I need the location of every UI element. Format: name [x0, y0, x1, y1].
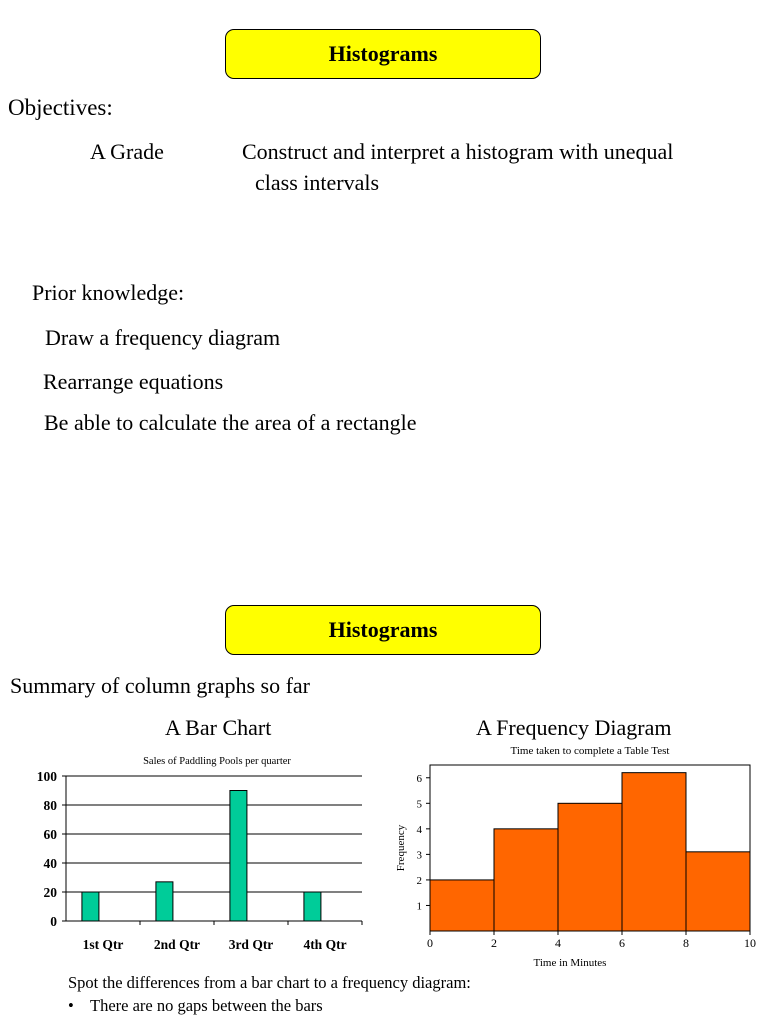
- frequency-diagram: [380, 738, 768, 970]
- bar: [304, 892, 321, 921]
- bullet-icon: •: [68, 996, 74, 1015]
- y-tick-label: 40: [43, 856, 57, 871]
- x-tick-label: 2nd Qtr: [153, 937, 201, 952]
- slide1-title: Histograms: [225, 29, 541, 79]
- bar: [230, 791, 247, 922]
- x-tick-label: 1st Qtr: [82, 937, 124, 952]
- bullet-item: [68, 996, 323, 1016]
- x-tick-label: 4th Qtr: [303, 937, 347, 952]
- objectives-label: Objectives:: [8, 95, 113, 120]
- frequency-diagram-heading: A Frequency Diagram: [476, 715, 672, 740]
- histogram-bar: [430, 880, 494, 931]
- objective-line-1: Construct and interpret a histogram with unequal: [242, 139, 674, 164]
- histogram-bar: [494, 829, 558, 931]
- y-tick-label: 6: [416, 772, 422, 785]
- prior-item: Rearrange equations: [43, 369, 224, 394]
- bar: [156, 882, 173, 921]
- y-tick-label: 5: [416, 798, 422, 811]
- y-tick-label: 3: [416, 849, 422, 862]
- x-tick-label: 0: [427, 936, 433, 950]
- histogram-bar: [558, 803, 622, 931]
- objective-line-2: class intervals: [255, 170, 380, 195]
- summary-text: Summary of column graphs so far: [10, 673, 310, 698]
- y-tick-label: 0: [50, 914, 57, 929]
- spot-differences-text: Spot the differences from a bar chart to a frequency diagram:: [68, 973, 471, 992]
- slide2-title: Histograms: [225, 605, 541, 655]
- y-tick-label: 4: [416, 823, 422, 836]
- x-tick-label: 2: [491, 936, 497, 950]
- x-axis-label: Time in Minutes: [533, 957, 607, 969]
- histogram-bar: [622, 773, 686, 931]
- frequency-diagram-title: Time taken to complete a Table Test: [510, 745, 670, 757]
- prior-item: Draw a frequency diagram: [45, 325, 281, 350]
- bar-chart-heading: A Bar Chart: [165, 715, 272, 740]
- histogram-bar: [686, 852, 750, 931]
- y-tick-label: 100: [36, 769, 57, 784]
- bar: [82, 892, 99, 921]
- x-tick-label: 4: [555, 936, 561, 950]
- y-axis-label: Frequency: [395, 824, 407, 872]
- bar-chart-title: Sales of Paddling Pools per quarter: [143, 756, 291, 767]
- x-tick-label: 3rd Qtr: [228, 937, 274, 952]
- prior-knowledge-label: Prior knowledge:: [32, 280, 185, 305]
- grade-label: A Grade: [90, 139, 164, 164]
- prior-item: Be able to calculate the area of a rectangle: [44, 410, 417, 435]
- y-tick-label: 20: [43, 885, 57, 900]
- x-tick-label: 10: [744, 936, 756, 950]
- y-tick-label: 1: [416, 900, 422, 913]
- x-tick-label: 6: [619, 936, 625, 950]
- bullet-text: There are no gaps between the bars: [90, 996, 323, 1015]
- y-tick-label: 80: [43, 798, 57, 813]
- bar-chart: [0, 748, 380, 960]
- y-tick-label: 60: [43, 827, 57, 842]
- y-tick-label: 2: [416, 874, 422, 887]
- x-tick-label: 8: [683, 936, 689, 950]
